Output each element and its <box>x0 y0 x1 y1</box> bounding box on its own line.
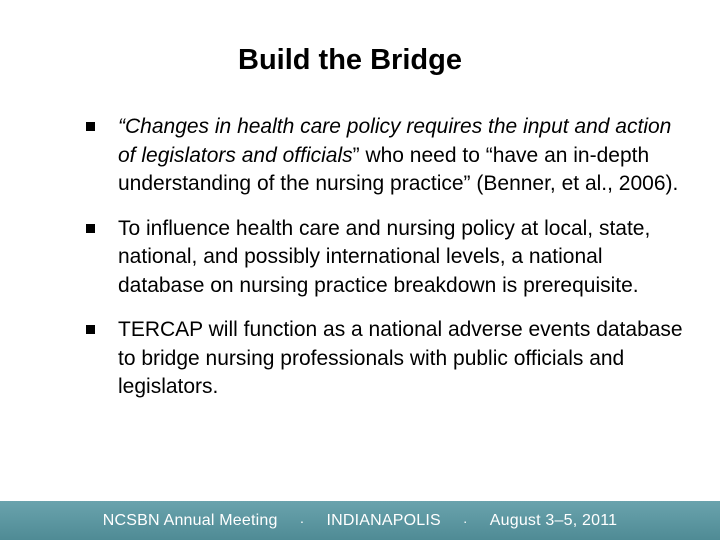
square-bullet-icon <box>86 224 95 233</box>
bullet-3-text: TERCAP will function as a national adverse events database to bridge nursing professionals with public officials and legislators. <box>118 318 683 398</box>
bullet-1-quote: “Changes in health care policy requires the input and action of legislators and officials <box>118 115 672 167</box>
square-bullet-icon <box>86 325 95 334</box>
bullet-item-3 <box>86 316 686 402</box>
footer-meeting: NCSBN Annual Meeting <box>102 511 278 529</box>
square-bullet-icon <box>86 122 95 131</box>
bullet-item-1 <box>86 113 686 199</box>
bullet-1-text: ” who need to “have an in-depth understanding of the nursing practice” (Benner, et al., 2006). <box>118 143 679 195</box>
bullet-item-2 <box>86 215 686 301</box>
footer-separator: · <box>299 512 305 529</box>
bullet-list <box>86 113 686 418</box>
footer-banner <box>0 501 720 540</box>
footer-city: INDIANAPOLIS <box>326 511 441 529</box>
footer-separator: · <box>462 512 468 529</box>
slide-title: Build the Bridge <box>238 44 462 76</box>
footer-dates: August 3–5, 2011 <box>489 511 618 529</box>
bullet-2-text: To influence health care and nursing policy at local, state, national, and possibly international levels, a national database on nursing practice breakdown is prerequisite. <box>118 216 651 297</box>
